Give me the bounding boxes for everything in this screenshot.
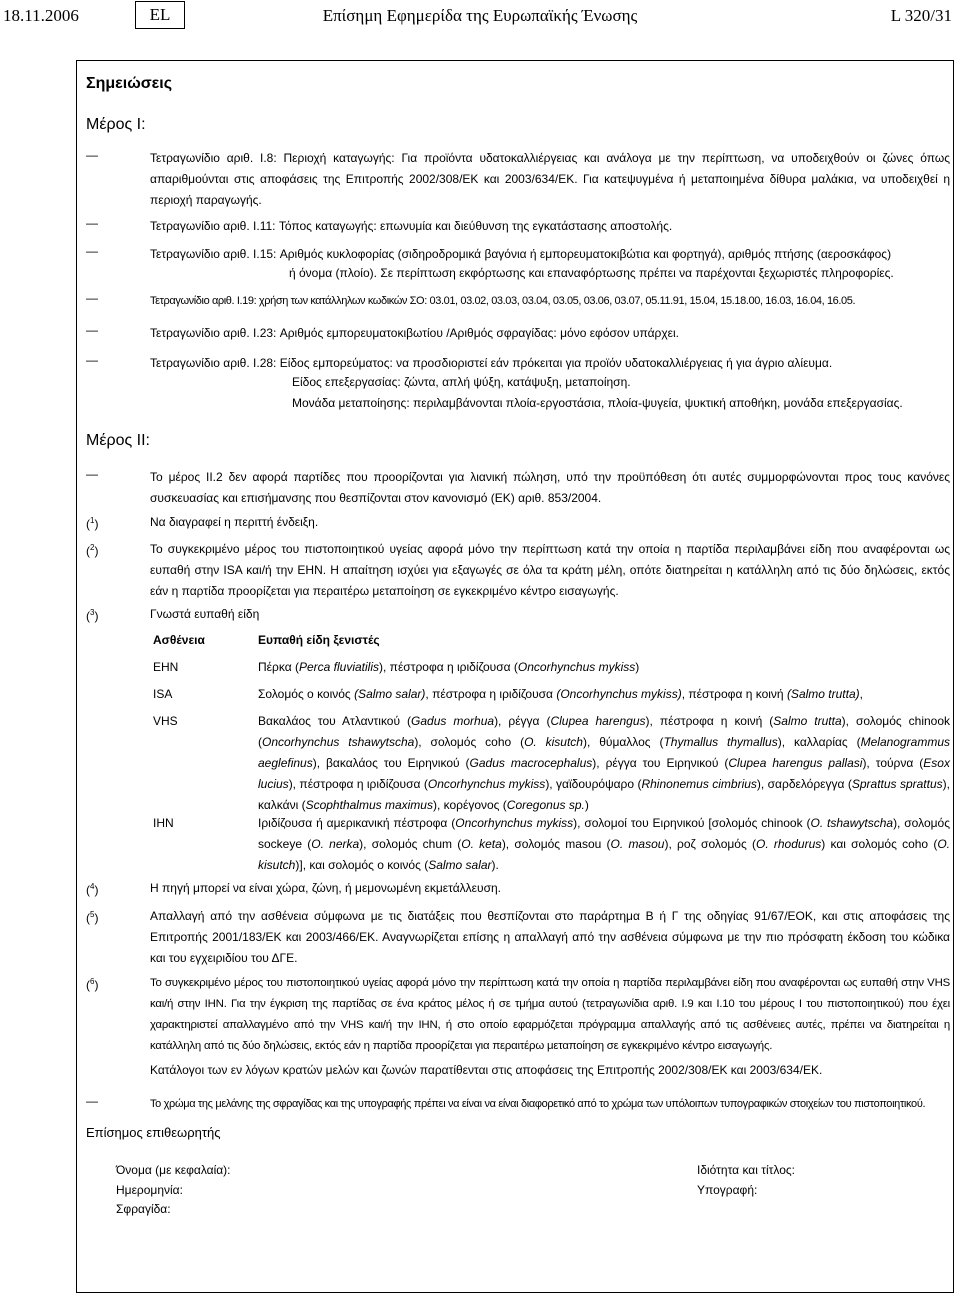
note-box-i28-processing: Είδος επεξεργασίας: ζώντα, απλή ψύξη, κατάψυξη, μεταποίηση. [292,375,631,389]
inspector-signature-label: Υπογραφή: [697,1183,758,1197]
notes-title: Σημειώσεις [86,75,173,92]
inspector-stamp-label: Σφραγίδα: [116,1202,171,1216]
table-header-disease: Ασθένεια [153,633,205,647]
footnote-3-text: Γνωστά ευπαθή είδη [150,607,260,621]
table-row-species: Ιριδίζουσα ή αμερικανική πέστροφα (Oncorhynchus mykiss), σολομοί του Ειρηνικού [σολομός chinook (O. tshawytscha), σολομός sockeye (O. nerka), σολομός chum (O. keta), σολομός masou (O. masou), ροζ σολομός (O. rhodurus) και σολομός coho (O. kisutch)], και σολομός ο κοινός (Salmo salar). [258,816,951,872]
part-2-title: Μέρος II: [86,432,150,449]
table-row-disease: IHN [153,816,174,830]
part-2-note: Το μέρος II.2 δεν αφορά παρτίδες που προορίζονται για λιανική πώληση, υπό την προϋπόθεση ότι αυτές συμμορφώνονται προς τους κανόνες συσκευασίας και επισήμανσης που θεσπίζονται στον κανονισμό (ΕΚ) αριθ. 853/2004. [150,470,950,505]
table-row-disease: VHS [153,714,178,728]
publication-date: 18.11.2006 [3,6,79,25]
footnote-4-text: Η πηγή μπορεί να είναι χώρα, ζώνη, ή μεμονωμένη εκμετάλλευση. [150,881,501,895]
table-row-disease: EHN [153,660,179,674]
footnote-2-text: Το συγκεκριμένο μέρος του πιστοποιητικού υγείας αφορά μόνο την περίπτωση κατά την οποία η παρτίδα περιλαμβάνει είδη που αναφέρονται ως ευπαθή στην ISA και/ή την EHN. Η απαίτηση ισχύει για εξαγωγές σε όλα τα κράτη μέλη, οπότε διατηρείται η κατάλληλη από τις δύο δηλώσεις, εκτός εάν η παρτίδα προορίζεται για περαιτέρω μεταποίηση σε εγκεκριμένο κέντρο εισαγωγής. [150,542,950,598]
dash-marker: — [86,244,98,258]
footnote-3-marker: ($^3$) [86,608,99,623]
dash-marker: — [86,353,98,367]
journal-title: Επίσημη Εφημερίδα της Ευρωπαϊκής Ένωσης [322,6,638,25]
footnote-4-marker: ($^4$) [86,882,99,897]
note-box-i15: Τετραγωνίδιο αριθ. I.15: Αριθμός κυκλοφορίας (σιδηροδρομικά βαγόνια ή εμπορευματοκιβώτια και φορτηγά), αριθμός πτήσης (αεροσκάφος) [150,247,892,261]
note-box-i19: Τετραγωνίδιο αριθ. I.19: χρήση των κατάλληλων κωδικών ΣΟ: 03.01, 03.02, 03.03, 03.04, 03.05, 03.06, 03.07, 05.11.91, 15.04, 15.18.00, 16.03, 16.04, 16.05. [150,295,856,307]
table-header-species: Ευπαθή είδη ξενιστές [258,633,380,647]
note-box-i15-cont: ή όνομα (πλοίο). Σε περίπτωση εκφόρτωσης και επαναφόρτωσης πρέπει να παρέχονται ξεχωριστές πληροφορίες. [289,266,894,280]
table-row-species: Βακαλάος του Ατλαντικού (Gadus morhua), ρέγγα (Clupea harengus), πέστροφα η κοινή (Salmo trutta), σολομός chinook (Oncorhynchus tshawytscha), σολομός coho (O. kisutch), θύμαλλος (Thymallus thymallus), καλλαρίας (Melanogrammus aeglefinus), βακαλάος του Ειρηνικού (Gadus macrocephalus), ρέγγα του Ειρηνικού (Clupea harengus pallasi), τούρνα (Esox lucius), πέστροφα η ιριδίζουσα (Oncorhynchus mykiss), γαϊδουρόψαρο (Rhinonemus cimbrius), σαρδελόρεγγα (Sprattus sprattus), καλκάνι (Scophthalmus maximus), κορέγονος (Coregonus sp.) [258,714,951,812]
footnote-1-marker: ($^1$) [86,516,99,531]
dash-marker: — [86,467,98,481]
inspector-name-label: Όνομα (με κεφαλαία): [116,1163,231,1177]
note-box-i28: Τετραγωνίδιο αριθ. I.28: Είδος εμπορεύματος: να προσδιοριστεί εάν πρόκειται για προϊόν υδατοκαλλιέργειας ή για άγριο αλίευμα. [150,356,833,370]
dash-marker: — [86,323,98,337]
ink-colour-note: Το χρώμα της μελάνης της σφραγίδας και της υπογραφής πρέπει να είναι να είναι διαφορετικό από το χρώμα των υπόλοιπων τυπογραφικών στοιχείων του πιστοποιητικού. [150,1098,926,1110]
part-1-title: Μέρος I: [86,116,146,133]
footnote-1-text: Να διαγραφεί η περιττή ένδειξη. [150,515,319,529]
dash-marker: — [86,1094,98,1108]
dash-marker: — [86,148,98,162]
footnote-6-text: Το συγκεκριμένο μέρος του πιστοποιητικού υγείας αφορά μόνο την περίπτωση κατά την οποία η παρτίδα περιλαμβάνει είδη που αναφέρονται ως ευπαθή στην VHS και/ή στην IHN. Για την έγκριση της παρτίδας σε ένα κράτος μέλος ή σε τμήμα αυτού (τετραγωνίδια αριθ. I.9 και I.10 του μέρους I του πιστοποιητικού) που έχει χαρακτηριστεί απαλλαγμένο από την VHS και/ή την IHN, ή στο οποίο εφαρμόζεται πρόγραμμα απαλλαγής από τις ασθένειες αυτές, πρέπει να διατηρείται η κατάλληλη από τις δύο δηλώσεις, εκτός εάν η παρτίδα προορίζεται για περαιτέρω μεταποίηση σε εγκεκριμένο κέντρο εισαγωγής. [150,977,950,1052]
table-row-species: Πέρκα (Perca fluviatilis), πέστροφα η ιριδίζουσα (Oncorhynchus mykiss) [258,660,640,674]
note-box-i8: Τετραγωνίδιο αριθ. I.8: Περιοχή καταγωγής: Για προϊόντα υδατοκαλλιέργειας και ανάλογα με την περίπτωση, να υποδειχθούν οι ζώνες όπως απαριθμούνται στις αποφάσεις της Επιτροπής 2002/308/ΕΚ και 2003/634/ΕΚ. Για κατεψυγμένα ή μεταποιημένα δίθυρα μαλάκια, να υποδειχθεί η περιοχή παραγωγής. [150,151,950,207]
footnote-6-marker: ($^6$) [86,977,99,992]
footnote-6-extra: Κατάλογοι των εν λόγων κρατών μελών και ζωνών παρατίθενται στις αποφάσεις της Επιτροπής 2002/308/ΕΚ και 2003/634/ΕΚ. [150,1063,823,1077]
dash-marker: — [86,291,98,305]
footnote-5-text: Απαλλαγή από την ασθένεια σύμφωνα με τις διατάξεις που θεσπίζονται στο παράρτημα Β ή Γ της οδηγίας 91/67/ΕΟΚ, και στις αποφάσεις της Επιτροπής 2001/183/ΕΚ και 2003/466/ΕΚ. Αναγνωρίζεται επίσης η απαλλαγή από την ασθένεια σύμφωνα με την πιο πρόσφατη έκδοση του κώδικα και του εγχειριδίου του ΔΓΕ. [150,909,950,965]
page-header [0,0,960,34]
inspector-title: Επίσημος επιθεωρητής [86,1125,221,1140]
inspector-date-label: Ημερομηνία: [116,1183,183,1197]
dash-marker: — [86,216,98,230]
footnote-5-marker: ($^5$) [86,910,99,925]
note-box-i11: Τετραγωνίδιο αριθ. I.11: Τόπος καταγωγής: επωνυμία και διεύθυνση της εγκατάστασης αποστολής. [150,219,673,233]
footnote-2-marker: ($^2$) [86,543,99,558]
table-row-species: Σολομός ο κοινός (Salmo salar), πέστροφα η ιριδίζουσα (Oncorhynchus mykiss), πέστροφα η κοινή (Salmo trutta), [258,687,863,701]
page-reference: L 320/31 [890,6,952,25]
inspector-capacity-label: Ιδιότητα και τίτλος: [697,1163,795,1177]
table-row-disease: ISA [153,687,173,701]
note-box-i23: Τετραγωνίδιο αριθ. I.23: Αριθμός εμπορευματοκιβωτίου /Αριθμός σφραγίδας: μόνο εφόσον υπάρχει. [150,326,680,340]
language-code: EL [135,1,185,29]
note-box-i28-unit: Μονάδα μεταποίησης: περιλαμβάνονται πλοία-εργοστάσια, πλοία-ψυγεία, ψυκτική αποθήκη, μονάδα επεξεργασίας. [292,396,903,410]
